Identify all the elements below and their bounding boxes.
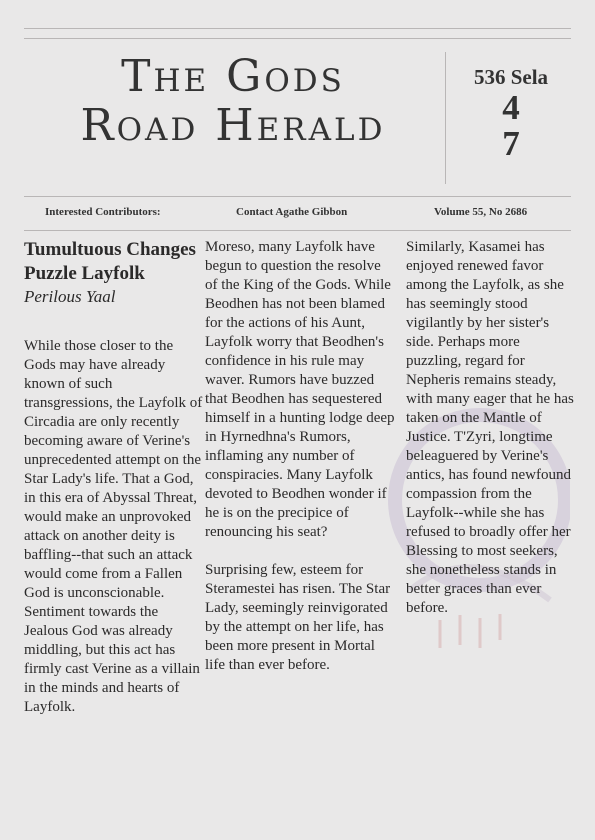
issue-number-1: 4 <box>502 88 520 127</box>
article-paragraph: Similarly, Kasamei has enjoyed renewed favor among the Layfolk, as she has seemingly stood vigilantly by her sister's side. Perhaps more puzzling, regard for Nepheris remains steady, with many eager that he has taken on the Mantle of Justice. T'Zyri, longtime beleaguered by Verine's antics, has found newfound compassion from the Layfolk--while she has refused to broadly offer her Blessing to most seekers, she nonetheless stands in better graces than ever before. <box>406 239 574 616</box>
meta-bottom-rule <box>24 230 571 231</box>
meta-top-rule <box>24 196 571 197</box>
article-headline: Tumultuous Changes Puzzle Layfolk <box>24 239 196 284</box>
masthead-title <box>28 52 438 150</box>
volume-info: Volume 55, No 2686 <box>434 206 528 218</box>
article-paragraph: While those closer to the Gods may have already known of such transgressions, the Layfolk of Circadia are only recently becoming aware of Verine's unprecedented attempt on the Star Lady's life. That a God, in this era of Abyssal Threat, would make an unprovoked attack on another deity is baffling--that such an attack would come from a Fallen God is unconscionable. Sentiment towards the Jealous God was already middling, but this act has firmly cast Verine as a villain in the minds and hearts of Layfolk. <box>24 338 203 715</box>
article-column-3 <box>406 238 576 618</box>
top-rule-2 <box>24 38 571 39</box>
masthead-title-line1: The Gods <box>121 51 345 102</box>
issue-box <box>450 64 572 162</box>
masthead-divider <box>445 52 446 184</box>
article-column-1 <box>24 238 204 717</box>
article-byline: Perilous Yaal <box>24 287 116 306</box>
issue-year: 536 Sela <box>473 65 549 89</box>
article-paragraph: Moreso, many Layfolk have begun to question the resolve of the King of the Gods. While Beodhen has not been blamed for the actions of his Aunt, Layfolk worry that Beodhen's confidence in his rule may waver. Rumors have buzzed that Beodhen has sequestered himself in a hunting lodge deep in Hyrnedhna's Rumors, inflaming any number of conspiracies. Many Layfolk devoted to Beodhen wonder if he is on the precipice of renouncing his seat? <box>205 239 395 540</box>
article-column-2 <box>205 238 395 675</box>
masthead-title-line2: Road Herald <box>80 100 386 151</box>
article-paragraph: Surprising few, esteem for Steramestei has risen. The Star Lady, seemingly reinvigorated by the attempt on her life, has been more present in Mortal life than ever before. <box>205 562 391 673</box>
contact-info: Contact Agathe Gibbon <box>236 206 348 218</box>
top-rule-1 <box>24 28 571 29</box>
issue-number-2: 7 <box>502 124 520 163</box>
contributors-label: Interested Contributors: <box>45 206 161 218</box>
